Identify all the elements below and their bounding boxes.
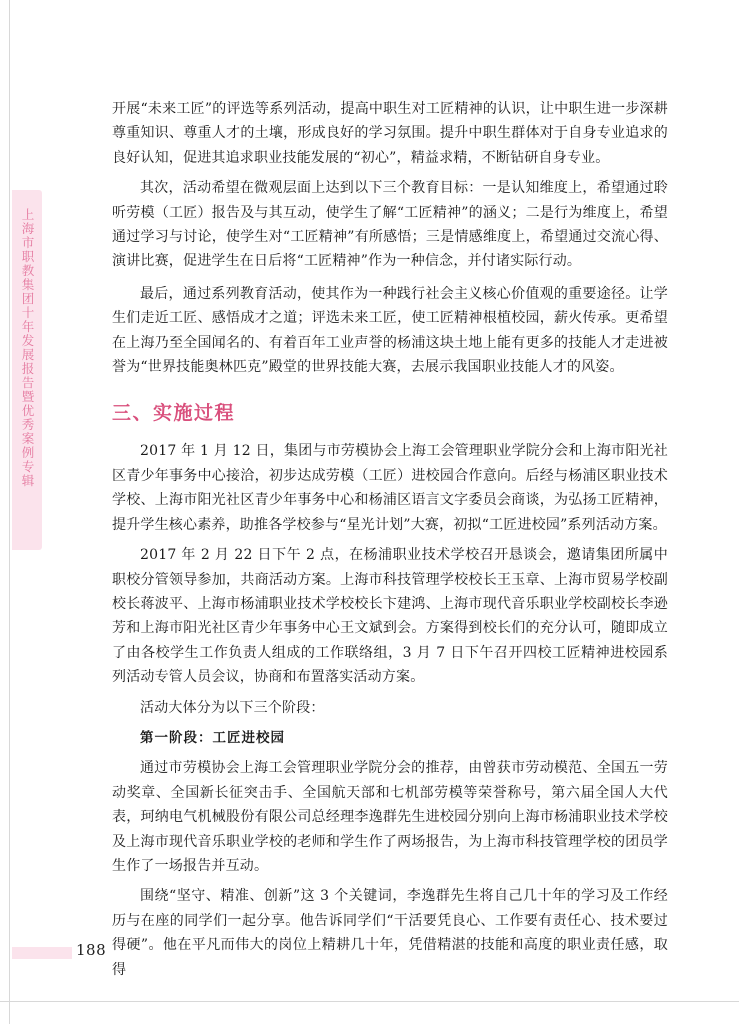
paragraph-8: 围绕“坚守、精准、创新”这 3 个关键词，李逸群先生将自己几十年的学习及工作经历与在座的同学们一起分享。他告诉同学们“干活要凭良心、工作要有责任心、技术要过得硬”。他在平凡而伟大的岗位上精耕几十年，凭借精湛的技能和高度的职业责任感，取得 (112, 888, 668, 978)
paragraph-3: 最后，通过系列教育活动，使其作为一种践行社会主义核心价值观的重要途径。让学生们走近工匠、感悟成才之道；评选未来工匠，使工匠精神根植校园，薪火传承。更希望在上海乃至全国闻名的、有着百年工业声誉的杨浦这块土地上能有更多的技能人才走进被誉为“世界技能奥林匹克”殿堂的世界技能大赛，去展示我国职业技能人才的风姿。 (112, 285, 668, 376)
paragraph-4: 2017 年 1 月 12 日，集团与市劳模协会上海工会管理职业学院分会和上海市阳光社区青少年事务中心接洽，初步达成劳模（工匠）进校园合作意向。后经与杨浦区职业技术学校、上海市阳光社区青少年事务中心和杨浦区语言文字委员会商谈，为弘扬工匠精神，提升学生核心素养，助推各学校参与“星光计划”大赛，初拟“工匠进校园”系列活动方案。 (112, 443, 668, 533)
paragraph-5: 2017 年 2 月 22 日下午 2 点，在杨浦职业技术学校召开恳谈会，邀请集团所属中职校分管领导参加，共商活动方案。上海市科技管理学校校长王玉章、上海市贸易学校副校长蒋波平、上海市杨浦职业技术学校校长卞建鸿、上海市现代音乐职业学校副校长李逊芳和上海市阳光社区青少年事务中心王文斌到会。方案得到校长们的充分认可，随即成立了由各校学生工作负责人组成的工作联络组，3 月 7 日下午召开四校工匠精神进校园系列活动专管人员会议，协商和布置落实活动方案。 (112, 547, 668, 686)
page-number: 188 (76, 941, 107, 959)
paragraph-1: 开展“未来工匠”的评选等系列活动，提高中职生对工匠精神的认识，让中职生进一步深耕尊重知识、尊重人才的土壤，形成良好的学习氛围。提升中职生群体对于自身专业追求的良好认知，促进其追求职业技能发展的“初心”，精益求精，不断钻研自身专业。 (112, 101, 668, 166)
section-heading: 三、实施过程 (112, 402, 236, 425)
paragraph-2: 其次，活动希望在微观层面上达到以下三个教育目标：一是认知维度上，希望通过聆听劳模（工匠）报告及与其互动，使学生了解“工匠精神”的涵义；二是行为维度上，希望通过学习与讨论，使学生对“工匠精神”有所感悟；三是情感维度上，希望通过交流心得、演讲比赛，促进学生在日后将“工匠精神”作为一种信念，并付诸实际行动。 (112, 180, 668, 270)
page-edge-bottom (0, 1001, 739, 1002)
paragraph-6: 活动大体分为以下三个阶段： (140, 699, 325, 716)
sidebar-title: 上海市职教集团十年发展报告暨优秀案例专辑 (20, 208, 35, 488)
body-text (112, 97, 668, 982)
paragraph-7: 通过市劳模协会上海工会管理职业学院分会的推荐，由曾获市劳动模范、全国五一劳动奖章、全国新长征突击手、全国航天部和七机部劳模等荣誉称号，第六届全国人大代表，珂纳电气机械股份有限公司总经理李逸群先生进校园分别向上海市杨浦职业技术学校及上海市现代音乐职业学校的老师和学生作了两场报告，为上海市科技管理学校的团员学生作了一场报告并互动。 (112, 760, 668, 874)
stage-heading: 第一阶段：工匠进校园 (140, 729, 285, 746)
page-edge-left (9, 0, 10, 1024)
page-number-bar (12, 947, 72, 959)
